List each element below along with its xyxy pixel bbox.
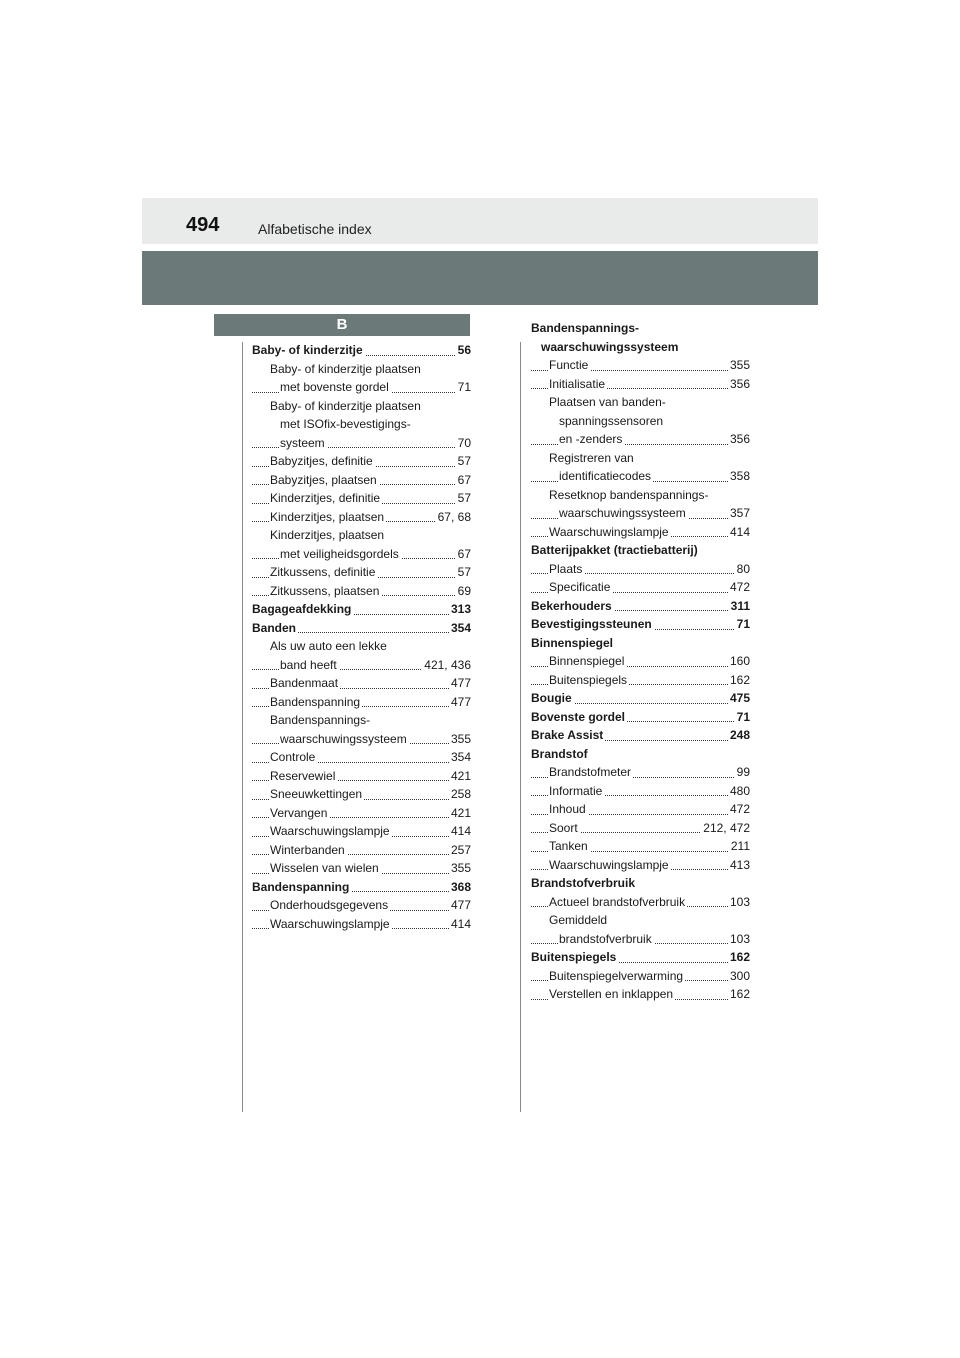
index-entry-label: Kinderzitjes, definitie (270, 491, 381, 505)
index-entry (252, 471, 471, 490)
index-entry-label: Reservewiel (270, 768, 336, 783)
index-entry-label: Baby- of kinderzitje plaatsen (270, 398, 421, 413)
index-entry (531, 856, 750, 875)
index-entry-page: 258 (449, 785, 471, 804)
index-entry-page: 477 (449, 674, 471, 693)
index-entry-label: waarschuwingssysteem (280, 731, 407, 746)
index-column-2 (531, 319, 750, 1004)
index-entry-label: en -zenders (559, 432, 623, 446)
index-entry-page: 414 (449, 822, 471, 841)
index-entry (531, 486, 750, 505)
index-entry-page: 358 (728, 467, 750, 486)
index-entry-page: 162 (728, 671, 750, 690)
index-entry-page: 300 (728, 967, 750, 986)
index-entry-page: 356 (728, 375, 750, 394)
index-entry (252, 563, 471, 582)
index-entry (252, 452, 471, 471)
index-entry-page: 355 (449, 859, 471, 878)
column-divider-left (242, 342, 243, 1112)
page-title: Alfabetische index (258, 221, 372, 237)
index-entry-page: 257 (449, 841, 471, 860)
index-entry-page: 477 (449, 693, 471, 712)
index-entry-label: spanningssensoren (559, 413, 664, 428)
index-entry-page: 57 (456, 452, 471, 471)
index-entry (252, 915, 471, 934)
index-column-1 (252, 341, 471, 933)
index-entry-label: Informatie (549, 783, 603, 798)
index-entry-page: 477 (449, 896, 471, 915)
index-entry-page: 421 (449, 767, 471, 786)
index-entry (252, 711, 471, 730)
index-entry (252, 748, 471, 767)
index-entry-label: band heeft (280, 657, 337, 672)
index-entry-label: Bandenmaat (270, 676, 339, 690)
index-entry-label: Controle (270, 750, 316, 764)
index-entry-page: 103 (728, 893, 750, 912)
index-entry (531, 985, 750, 1004)
index-entry (531, 560, 750, 579)
index-entry-page: 475 (728, 689, 750, 708)
index-entry (252, 489, 471, 508)
index-entry-label: Waarschuwingslampje (549, 524, 669, 539)
index-entry (252, 341, 471, 360)
index-entry-page: 71 (735, 708, 750, 727)
index-entry-label: systeem (280, 435, 325, 450)
index-entry (252, 508, 471, 527)
index-entry (252, 545, 471, 564)
index-entry-label: Banden (252, 620, 297, 635)
index-entry (531, 375, 750, 394)
index-entry (252, 674, 471, 693)
index-entry-page: 67 (456, 545, 471, 564)
index-entry-page: 248 (728, 726, 750, 745)
index-entry (531, 893, 750, 912)
index-entry (252, 767, 471, 786)
index-entry (252, 730, 471, 749)
index-entry-label: Kinderzitjes, plaatsen (270, 528, 385, 542)
index-entry-label: Buitenspiegels (549, 672, 628, 687)
index-entry-label: Bevestigingssteunen (531, 617, 652, 631)
index-entry-label: Babyzitjes, definitie (270, 454, 373, 468)
index-entry (252, 878, 471, 897)
index-entry-page: 313 (449, 600, 471, 619)
page-number: 494 (186, 214, 220, 236)
header-bar (142, 198, 818, 244)
index-entry-page: 356 (728, 430, 750, 449)
index-entry (252, 360, 471, 379)
index-entry (252, 693, 471, 712)
index-entry-label: Brandstofverbruik (531, 876, 636, 890)
index-entry (531, 745, 750, 764)
index-entry (252, 656, 471, 675)
index-entry-label: brandstofverbruik (559, 931, 652, 946)
index-entry-label: Binnenspiegel (531, 635, 614, 650)
index-entry-page: 57 (456, 489, 471, 508)
index-entry-page: 414 (449, 915, 471, 934)
index-entry (531, 652, 750, 671)
index-entry (252, 822, 471, 841)
index-entry-label: Sneeuwkettingen (270, 787, 363, 801)
index-entry (531, 597, 750, 616)
index-entry (252, 859, 471, 878)
index-entry-label: Onderhoudsgegevens (270, 898, 389, 912)
index-entry (531, 930, 750, 949)
index-entry (531, 708, 750, 727)
index-entry (252, 582, 471, 601)
index-entry (531, 837, 750, 856)
index-entry-label: Tanken (549, 839, 588, 853)
index-entry (531, 449, 750, 468)
index-entry (531, 763, 750, 782)
index-entry-page: 355 (449, 730, 471, 749)
index-entry-page: 103 (728, 930, 750, 949)
index-entry-label: Winterbanden (270, 842, 345, 857)
index-entry-page: 211 (729, 837, 750, 856)
index-entry-label: Brake Assist (531, 728, 604, 742)
index-entry-label: Inhoud (549, 802, 586, 816)
header-band (142, 251, 818, 305)
index-entry (531, 412, 750, 431)
index-entry-label: Baby- of kinderzitje plaatsen (270, 361, 421, 376)
index-entry-label: Als uw auto een lekke (270, 639, 387, 653)
index-entry (531, 782, 750, 801)
index-entry-label: Bovenste gordel (531, 709, 626, 724)
index-entry (531, 430, 750, 449)
index-entry (252, 526, 471, 545)
index-entry-label: identificatiecodes (559, 469, 652, 483)
index-entry (252, 637, 471, 656)
index-entry-page: 80 (735, 560, 750, 579)
index-entry (531, 319, 750, 338)
index-entry (531, 800, 750, 819)
index-entry-label: Buitenspiegels (531, 950, 617, 964)
index-entry-label: Baby- of kinderzitje (252, 343, 363, 357)
index-entry (252, 397, 471, 416)
index-entry (252, 619, 471, 638)
index-entry-label: Plaats (549, 561, 583, 576)
index-entry-label: Registreren van (549, 450, 634, 465)
index-entry-label: Binnenspiegel (549, 654, 625, 668)
index-entry-label: Gemiddeld (549, 913, 608, 927)
index-entry (531, 634, 750, 653)
index-entry-label: Specificatie (549, 580, 611, 594)
index-entry (531, 615, 750, 634)
index-entry-page: 472 (728, 578, 750, 597)
index-entry-label: Brandstofmeter (549, 765, 632, 779)
index-entry-page: 71 (456, 378, 471, 397)
index-entry (531, 967, 750, 986)
index-entry-label: Verstellen en inklappen (549, 987, 674, 1001)
index-entry-page: 472 (728, 800, 750, 819)
index-entry-page: 480 (728, 782, 750, 801)
index-entry-label: Resetknop bandenspannings- (549, 487, 709, 502)
index-entry-page: 99 (735, 763, 750, 782)
index-entry-label: waarschuwingssysteem (541, 339, 679, 354)
index-entry-page: 56 (456, 341, 471, 360)
index-entry-label: waarschuwingssysteem (559, 506, 686, 520)
index-entry-page: 311 (729, 597, 750, 616)
index-entry (531, 911, 750, 930)
index-entry-page: 57 (456, 563, 471, 582)
index-entry-label: Brandstof (531, 746, 588, 761)
index-entry-label: Waarschuwingslampje (549, 857, 669, 872)
index-entry-label: Actueel brandstofverbruik (549, 894, 686, 909)
index-entry-label: Functie (549, 358, 589, 372)
index-entry (252, 434, 471, 453)
index-entry-label: Bandenspannings- (270, 713, 371, 727)
index-entry (531, 356, 750, 375)
index-entry-page: 69 (456, 582, 471, 601)
index-entry-label: Bougie (531, 691, 572, 705)
index-entry-label: met veiligheidsgordels (280, 546, 399, 561)
index-entry-label: Bekerhouders (531, 598, 612, 613)
index-entry-page: 71 (735, 615, 750, 634)
index-entry-label: Zitkussens, definitie (270, 565, 376, 579)
index-entry-label: met bovenste gordel (280, 380, 389, 394)
index-entry-label: Batterijpakket (tractiebatterij) (531, 543, 698, 557)
index-entry (531, 819, 750, 838)
index-entry (252, 600, 471, 619)
index-entry (531, 541, 750, 560)
index-entry (531, 726, 750, 745)
section-letter: B (214, 314, 470, 336)
index-entry-label: met ISOfix-bevestigings- (280, 417, 411, 431)
index-entry (531, 671, 750, 690)
index-entry (252, 841, 471, 860)
index-entry-page: 160 (728, 652, 750, 671)
index-entry (531, 338, 750, 357)
index-entry-page: 421 (449, 804, 471, 823)
index-entry (252, 415, 471, 434)
index-entry (531, 523, 750, 542)
index-entry (531, 393, 750, 412)
index-entry-page: 162 (728, 948, 750, 967)
index-entry-page: 414 (728, 523, 750, 542)
index-entry (531, 467, 750, 486)
index-entry-label: Initialisatie (549, 376, 606, 391)
index-entry-label: Zitkussens, plaatsen (270, 583, 380, 598)
index-entry-label: Wisselen van wielen (270, 861, 379, 875)
index-entry-page: 357 (728, 504, 750, 523)
index-entry-label: Bandenspanning (252, 879, 350, 894)
index-entry-page: 162 (728, 985, 750, 1004)
index-entry-page: 421, 436 (422, 656, 471, 675)
index-entry (252, 896, 471, 915)
index-entry-page: 413 (728, 856, 750, 875)
index-entry-page: 212, 472 (701, 819, 750, 838)
index-entry (531, 578, 750, 597)
index-entry (531, 504, 750, 523)
column-divider-right (520, 342, 521, 1112)
index-entry-page: 355 (728, 356, 750, 375)
index-entry-label: Bagageafdekking (252, 602, 352, 616)
index-entry-label: Vervangen (270, 805, 328, 820)
index-entry-label: Buitenspiegelverwarming (549, 968, 684, 983)
index-entry-label: Kinderzitjes, plaatsen (270, 509, 385, 524)
index-entry-label: Bandenspannings- (531, 321, 640, 335)
index-entry (531, 874, 750, 893)
index-entry-label: Waarschuwingslampje (270, 824, 390, 838)
index-entry-page: 67 (456, 471, 471, 490)
index-entry (252, 785, 471, 804)
index-entry-label: Bandenspanning (270, 694, 361, 709)
index-entry-page: 354 (449, 748, 471, 767)
index-entry (531, 689, 750, 708)
index-entry (252, 804, 471, 823)
index-entry-label: Soort (549, 820, 578, 835)
index-entry-label: Plaatsen van banden- (549, 395, 666, 409)
index-entry-page: 368 (449, 878, 471, 897)
index-entry-page: 70 (456, 434, 471, 453)
index-entry-page: 354 (449, 619, 471, 638)
index-entry (252, 378, 471, 397)
index-entry-label: Babyzitjes, plaatsen (270, 472, 377, 487)
index-entry (531, 948, 750, 967)
index-entry-label: Waarschuwingslampje (270, 916, 390, 931)
index-entry-page: 67, 68 (436, 508, 471, 527)
